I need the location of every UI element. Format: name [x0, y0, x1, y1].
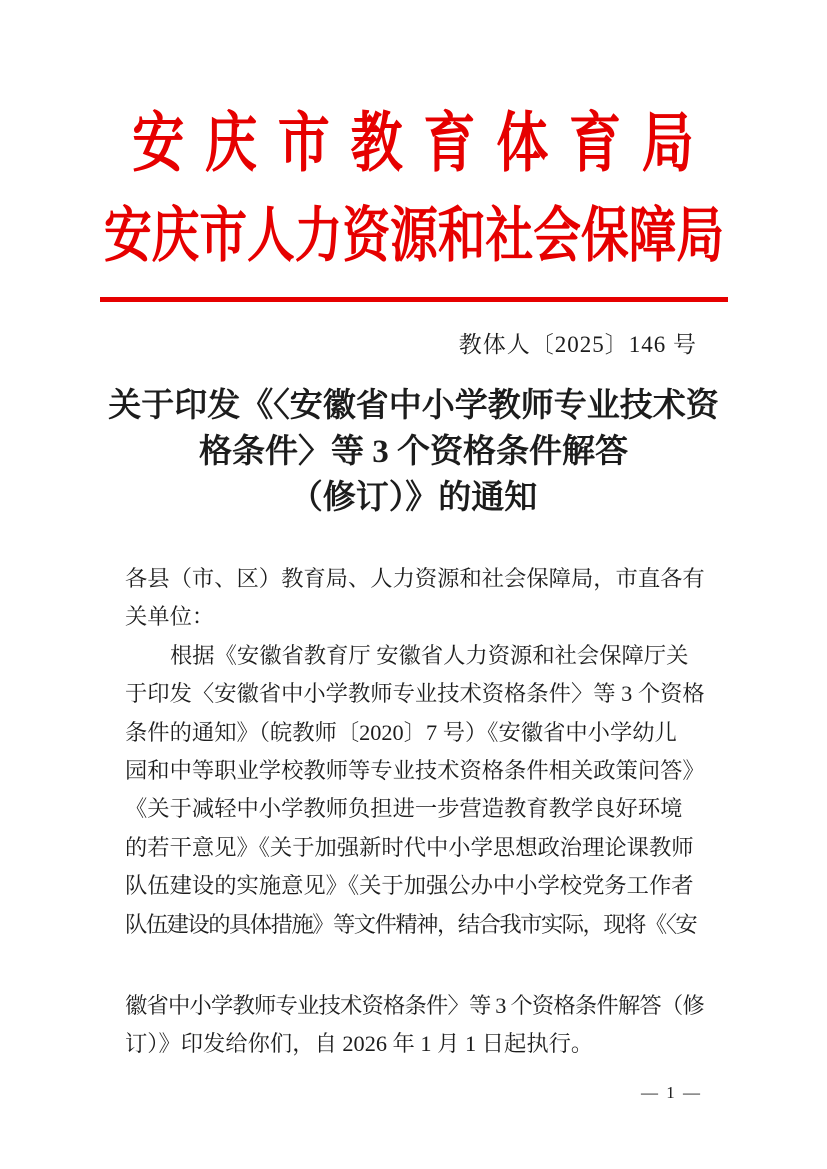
notice-title	[0, 383, 827, 521]
body-line: 于印发〈安徽省中小学教师专业技术资格条件〉等 3 个资格	[125, 681, 705, 707]
issuing-org-line1-text: 安庆市教育体育局	[132, 108, 716, 180]
body-line: 园和中等职业学校教师等专业技术资格条件相关政策问答》	[125, 758, 705, 784]
title-line-3: （修订）》的通知	[289, 480, 538, 516]
body-line: 队伍建设的具体措施》等文件精神，结合我市实际，现将《〈安	[125, 911, 697, 937]
body-line: 的若干意见》《关于加强新时代中小学思想政治理论课教师	[125, 834, 694, 860]
paragraph-gap	[125, 944, 709, 987]
body-line: 根据《安徽省教育厅 安徽省人力资源和社会保障厅关	[170, 642, 689, 668]
body-line: 《关于减轻中小学教师负担进一步营造教育教学良好环境	[125, 796, 683, 822]
body-line: 订）》印发给你们，自 2026 年 1 月 1 日起执行。	[125, 1031, 594, 1057]
body-line: 队伍建设的实施意见》《关于加强公办中小学校党务工作者	[125, 873, 694, 899]
notice-body	[125, 560, 709, 1064]
body-line: 关单位：	[125, 604, 215, 630]
title-line-2: 格条件〉等 3 个资格条件解答	[199, 434, 628, 470]
letterhead-divider-rule	[100, 297, 728, 302]
issuing-org-line2	[0, 203, 827, 269]
body-line: 各县（市、区）教育局、人力资源和社会保障局，市直各有	[125, 566, 705, 591]
document-number: 教体人〔2025〕146 号	[458, 332, 697, 357]
issuing-org-line2-text: 安庆市人力资源和社会保障局	[103, 203, 724, 269]
page-number: — 1 —	[641, 1083, 702, 1102]
body-line: 条件的通知》（皖教师〔2020〕7 号）《安徽省中小学幼儿	[125, 719, 677, 745]
issuing-org-line1	[0, 108, 827, 180]
title-line-1: 关于印发《〈安徽省中小学教师专业技术资	[108, 388, 719, 424]
body-line: 徽省中小学教师专业技术资格条件〉等 3 个资格条件解答（修	[125, 993, 704, 1019]
